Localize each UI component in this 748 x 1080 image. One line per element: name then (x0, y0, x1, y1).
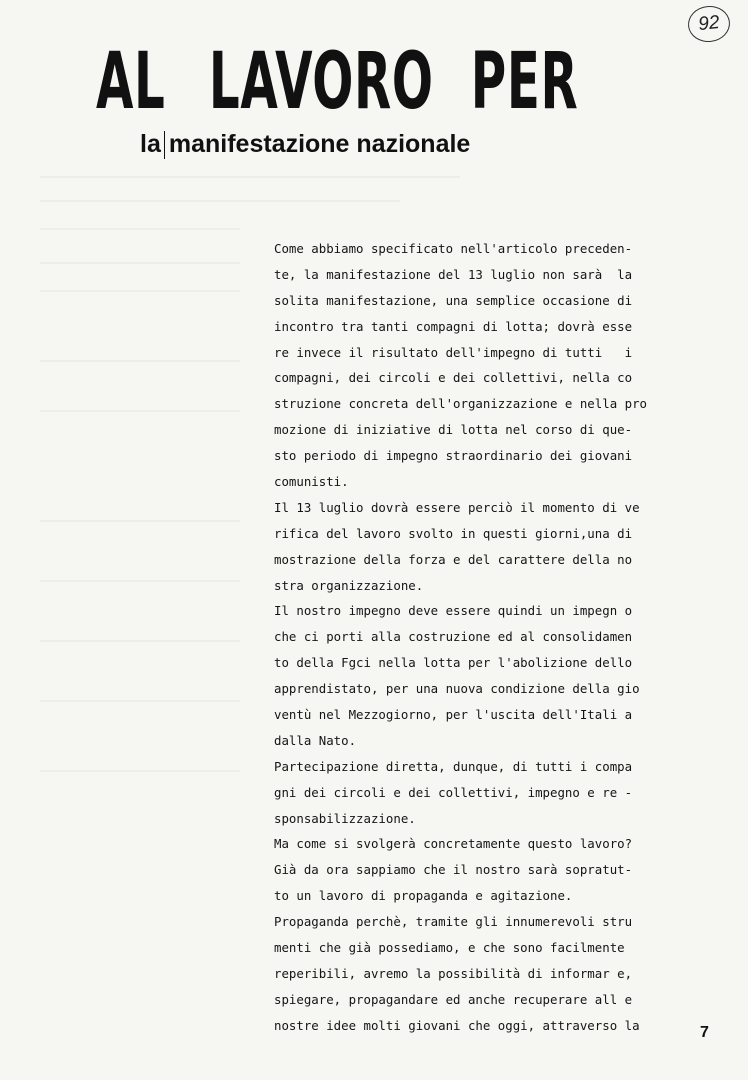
text-line: sponsabilizzazione. (274, 810, 416, 826)
text-line: reperibili, avremo la possibilità di informar e, (274, 965, 633, 981)
subtitle-text: manifestazione nazionale (168, 130, 471, 158)
text-line: sto periodo di impegno straordinario dei giovani (274, 448, 633, 464)
subtitle-divider (164, 131, 165, 159)
bleed-through-line (40, 176, 460, 178)
text-line: Il nostro impegno deve essere quindi un impegn o (274, 603, 633, 619)
text-line: Il 13 luglio dovrà essere perciò il momento di ve (274, 499, 640, 515)
headline (96, 32, 579, 132)
bleed-through-line (40, 770, 240, 772)
bleed-through-line (40, 262, 240, 264)
text-line: re invece il risultato dell'impegno di tutti i (274, 344, 633, 360)
article-body (274, 236, 692, 1039)
text-line: Partecipazione diretta, dunque, di tutti i compa (274, 758, 633, 774)
text-line: solita manifestazione, una semplice occasione di (274, 292, 633, 308)
subtitle-article: la (140, 130, 161, 158)
text-line: Già da ora sappiamo che il nostro sarà sopratut- (274, 862, 633, 878)
text-line: mostrazione della forza e del carattere della no (274, 551, 633, 567)
text-line: gni dei circoli e dei collettivi, impegno e re - (274, 784, 633, 800)
text-line: mozione di iniziative di lotta nel corso di que- (274, 422, 633, 438)
text-line: spiegare, propagandare ed anche recuperare all e (274, 991, 633, 1007)
text-line: incontro tra tanti compagni di lotta; dovrà esse (274, 318, 633, 334)
headline-word-al: AL (96, 37, 166, 127)
bleed-through-line (40, 290, 240, 292)
text-line: ventù nel Mezzogiorno, per l'uscita dell'Itali a (274, 707, 633, 723)
text-line: comunisti. (274, 474, 349, 490)
text-line: te, la manifestazione del 13 luglio non sarà la (274, 266, 633, 282)
headline-word-per: PER (470, 37, 579, 127)
text-line: apprendistato, per una nuova condizione della gio (274, 681, 640, 697)
text-line: to un lavoro di propaganda e agitazione. (274, 888, 573, 904)
text-line: Come abbiamo specificato nell'articolo preceden- (274, 241, 633, 256)
text-line: Ma come si svolgerà concretamente questo lavoro? (274, 836, 633, 852)
text-line: to della Fgci nella lotta per l'abolizione dello (274, 655, 633, 671)
text-line: Propaganda perchè, tramite gli innumerevoli stru (274, 914, 633, 930)
text-line: che ci porti alla costruzione ed al consolidamen (274, 629, 633, 645)
page-number: 7 (700, 1024, 709, 1041)
text-line: dalla Nato. (274, 732, 357, 748)
text-line: compagni, dei circoli e dei collettivi, nella co (274, 370, 633, 386)
headline-word-lavoro: LAVORO (208, 37, 434, 127)
bleed-through-line (40, 228, 240, 230)
bleed-through-line (40, 360, 240, 362)
bleed-through-line (40, 520, 240, 522)
subtitle (140, 124, 470, 164)
text-line: rifica del lavoro svolto in questi giorni,una di (274, 525, 633, 541)
text-line: nostre idee molti giovani che oggi, attraverso la (274, 1017, 640, 1033)
bleed-through-line (40, 200, 400, 202)
bleed-through-line (40, 700, 240, 702)
text-line: menti che già possediamo, e che sono facilmente (274, 940, 625, 956)
archive-page-number: 92 (686, 4, 732, 44)
text-line: struzione concreta dell'organizzazione e nella pro (274, 396, 647, 412)
bleed-through-line (40, 410, 240, 412)
text-line: stra organizzazione. (274, 577, 424, 593)
bleed-through-line (40, 640, 240, 642)
bleed-through-line (40, 580, 240, 582)
